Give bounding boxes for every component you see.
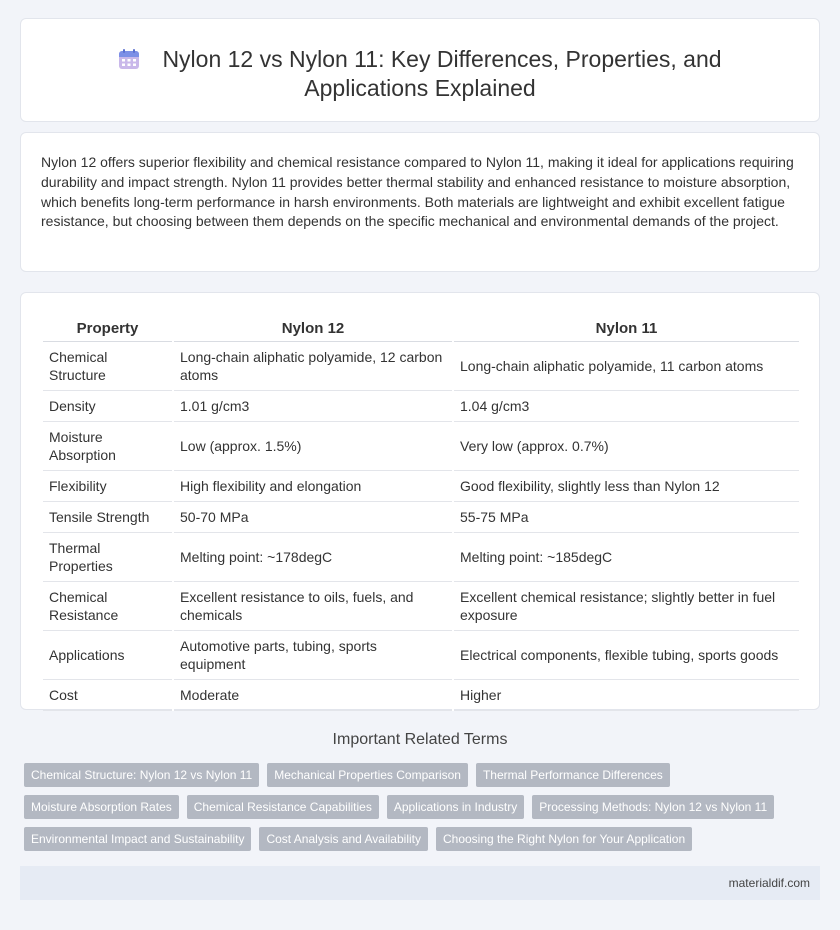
related-tag[interactable]: Cost Analysis and Availability — [259, 827, 428, 851]
table-row — [43, 421, 799, 470]
header-property: Property — [43, 311, 173, 341]
related-tag[interactable]: Applications in Industry — [387, 795, 524, 819]
related-terms-tags — [24, 763, 804, 851]
related-tag[interactable]: Mechanical Properties Comparison — [267, 763, 468, 787]
table-row — [43, 390, 799, 421]
cell-nylon-12: Moderate — [173, 679, 453, 710]
footer — [20, 866, 820, 900]
calendar-icon — [118, 48, 140, 70]
related-tag[interactable]: Moisture Absorption Rates — [24, 795, 179, 819]
cell-nylon-11: 1.04 g/cm3 — [453, 390, 799, 421]
table-row — [43, 341, 799, 390]
related-tag[interactable]: Choosing the Right Nylon for Your Application — [436, 827, 692, 851]
cell-property: Chemical Structure — [43, 341, 173, 390]
cell-nylon-12: Low (approx. 1.5%) — [173, 421, 453, 470]
table-row — [43, 501, 799, 532]
cell-nylon-12: Melting point: ~178degC — [173, 532, 453, 581]
footer-site-link[interactable]: materialdif.com — [728, 876, 810, 890]
cell-nylon-12: High flexibility and elongation — [173, 470, 453, 501]
related-terms-title: Important Related Terms — [332, 731, 508, 748]
cell-nylon-12: 1.01 g/cm3 — [173, 390, 453, 421]
cell-nylon-11: 55-75 MPa — [453, 501, 799, 532]
related-tag[interactable]: Chemical Resistance Capabilities — [187, 795, 379, 819]
table-row — [43, 630, 799, 679]
cell-nylon-12: Automotive parts, tubing, sports equipment — [173, 630, 453, 679]
comparison-table — [43, 311, 799, 711]
summary-text: Nylon 12 offers superior flexibility and chemical resistance compared to Nylon 11, making it ideal for applications requiring durability and impact strength. Nylon 11 provides better thermal stability and enhanced resistance to moisture absorption, which benefits long-term performance in harsh environments. Both materials are lightweight and exhibit excellent fatigue resistance, but choosing between them depends on the specific mechanical and environmental demands of the project. — [41, 154, 794, 230]
table-row — [43, 470, 799, 501]
page-title-line2: Applications Explained — [304, 75, 536, 101]
page-title — [21, 45, 819, 103]
related-tag[interactable]: Environmental Impact and Sustainability — [24, 827, 251, 851]
cell-nylon-12: 50-70 MPa — [173, 501, 453, 532]
cell-nylon-12: Excellent resistance to oils, fuels, and chemicals — [173, 581, 453, 630]
page-title-line1: Nylon 12 vs Nylon 11: Key Differences, Properties, and — [162, 46, 722, 72]
cell-property: Tensile Strength — [43, 501, 173, 532]
related-tag[interactable]: Thermal Performance Differences — [476, 763, 670, 787]
comparison-table-card — [20, 292, 820, 710]
cell-nylon-11: Excellent chemical resistance; slightly better in fuel exposure — [453, 581, 799, 630]
cell-nylon-12: Long-chain aliphatic polyamide, 12 carbon atoms — [173, 341, 453, 390]
header-nylon-12: Nylon 12 — [173, 311, 453, 341]
cell-property: Cost — [43, 679, 173, 710]
cell-property: Thermal Properties — [43, 532, 173, 581]
cell-nylon-11: Melting point: ~185degC — [453, 532, 799, 581]
related-tag[interactable]: Chemical Structure: Nylon 12 vs Nylon 11 — [24, 763, 259, 787]
cell-property: Flexibility — [43, 470, 173, 501]
cell-nylon-11: Good flexibility, slightly less than Nylon 12 — [453, 470, 799, 501]
table-row — [43, 532, 799, 581]
table-row — [43, 679, 799, 710]
cell-property: Density — [43, 390, 173, 421]
cell-nylon-11: Higher — [453, 679, 799, 710]
cell-nylon-11: Very low (approx. 0.7%) — [453, 421, 799, 470]
summary-card — [20, 132, 820, 272]
cell-property: Applications — [43, 630, 173, 679]
cell-nylon-11: Long-chain aliphatic polyamide, 11 carbon atoms — [453, 341, 799, 390]
related-tag[interactable]: Processing Methods: Nylon 12 vs Nylon 11 — [532, 795, 774, 819]
header-card — [20, 18, 820, 122]
table-header-row — [43, 311, 799, 341]
table-row — [43, 581, 799, 630]
cell-property: Chemical Resistance — [43, 581, 173, 630]
header-nylon-11: Nylon 11 — [453, 311, 799, 341]
cell-property: Moisture Absorption — [43, 421, 173, 470]
cell-nylon-11: Electrical components, flexible tubing, sports goods — [453, 630, 799, 679]
